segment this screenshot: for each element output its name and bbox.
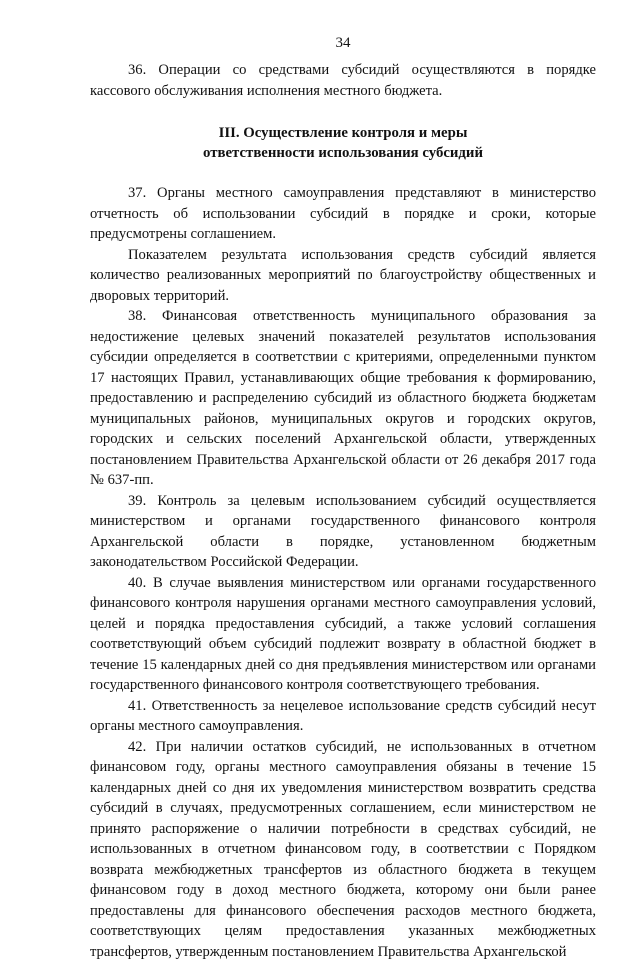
- paragraph-38: 38. Финансовая ответственность муниципального образования за недостижение целевых значений показателей результатов использования субсидии определяется в соответствии с критериями, определенными пунктом 17 настоящих Правил, устанавливающих общие требования к формированию, предоставлению и распределению субсидий из областного бюджета бюджетам муниципальных районов, муниципальных округов и городских округов, городских и сельских поселений Архангельской области, утвержденных постановлением Правительства Архангельской области от 26 декабря 2017 года № 637-пп.: [90, 306, 596, 491]
- document-body: [90, 60, 596, 962]
- paragraph-result-indicator: Показателем результата использования средств субсидий является количество реализованных мероприятий по благоустройству общественных и дворовых территорий.: [90, 245, 596, 307]
- section-heading-line-1: III. Осуществление контроля и меры: [90, 123, 596, 143]
- paragraph-36: 36. Операции со средствами субсидий осуществляются в порядке кассового обслуживания исполнения местного бюджета.: [90, 60, 596, 101]
- paragraph-42: 42. При наличии остатков субсидий, не использованных в отчетном финансовом году, органы местного самоуправления обязаны в течение 15 календарных дней со дня их уведомления министерством возвратить средства субсидий в случаях, предусмотренных соглашением, если министерством не принято распоряжение о наличии потребности в средствах субсидий, не использованных в отчетном финансовом году, в соответствии с Порядком возврата межбюджетных трансфертов из областного бюджета в текущем финансовом году в доход местного бюджета, которому они были ранее предоставлены для финансового обеспечения расходов местного бюджета, соответствующих целям предоставления указанных межбюджетных трансфертов, утвержденным постановлением Правительства Архангельской: [90, 737, 596, 962]
- section-heading: [90, 123, 596, 163]
- page-number: 34: [90, 34, 596, 52]
- paragraph-39: 39. Контроль за целевым использованием субсидий осуществляется министерством и органами государственного финансового контроля Архангельской области в порядке, установленном бюджетным законодательством Российской Федерации.: [90, 491, 596, 573]
- paragraph-40: 40. В случае выявления министерством или органами государственного финансового контроля нарушения органами местного самоуправления условий, целей и порядка предоставления субсидий, а также условий соглашения соответствующий объем субсидий подлежит возврату в областной бюджет в течение 15 календарных дней со дня предъявления министерством или органами государственного финансового контроля соответствующего требования.: [90, 573, 596, 696]
- paragraph-41: 41. Ответственность за нецелевое использование средств субсидий несут органы местного самоуправления.: [90, 696, 596, 737]
- paragraph-37: 37. Органы местного самоуправления представляют в министерство отчетность об использовании субсидий в порядке и сроки, которые предусмотрены соглашением.: [90, 183, 596, 245]
- section-heading-line-2: ответственности использования субсидий: [90, 143, 596, 163]
